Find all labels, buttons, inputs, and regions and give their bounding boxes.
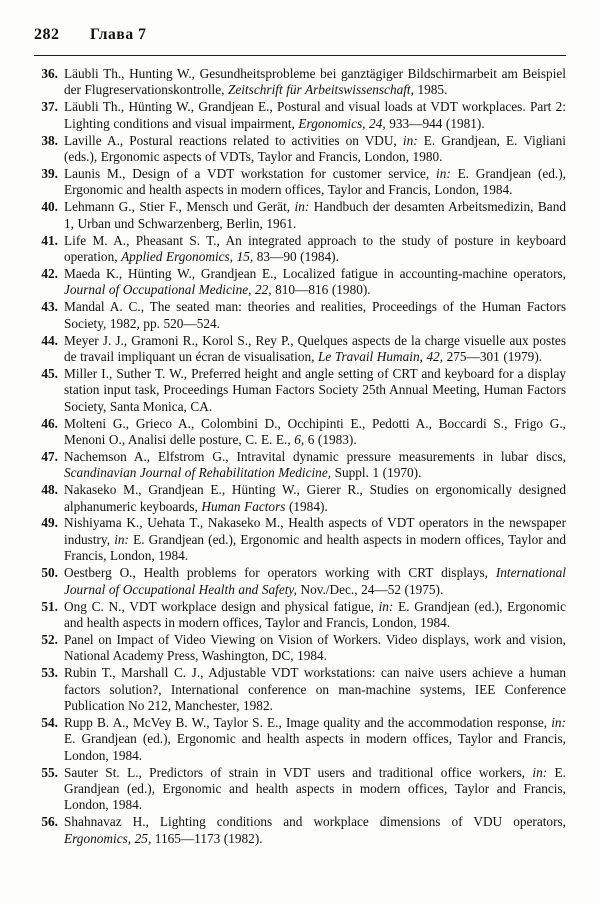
reference-emphasis: Scandinavian Journal of Rehabilitation Medicine, bbox=[64, 465, 332, 481]
reference-plain: Nachemson A., Elfstrom G., Intravital dynamic pressure measurements in lubar discs, bbox=[64, 448, 566, 464]
reference-plain: Mandal A. C., The seated man: theories and realities, Proceedings of the Human Factors Society, 1982, pp. 520—524. bbox=[64, 299, 566, 331]
reference-text bbox=[64, 133, 566, 166]
reference-text bbox=[64, 299, 566, 332]
reference-entry bbox=[34, 632, 566, 665]
reference-emphasis: Zeitschrift für Arbeitswissenschaft, bbox=[228, 82, 414, 98]
reference-text bbox=[64, 199, 566, 232]
reference-plain: E. Grandjean (ed.), Ergonomic and health aspects in modern offices, Taylor and Francis, London, 1984. bbox=[64, 598, 566, 630]
reference-text bbox=[64, 366, 566, 415]
page-header bbox=[34, 26, 566, 44]
header-rule bbox=[34, 55, 566, 56]
reference-plain: 6 (1983). bbox=[304, 431, 357, 447]
reference-text bbox=[64, 66, 566, 99]
reference-plain: 1985. bbox=[413, 82, 448, 98]
reference-emphasis: 22, bbox=[254, 282, 272, 298]
reference-number: 38. bbox=[41, 132, 58, 148]
reference-plain: Sauter St. L., Predictors of strain in VDT users and traditional office workers, bbox=[64, 764, 533, 780]
reference-plain: Life M. A., Pheasant S. T., An integrated approach to the study of posture in keyboard operation, bbox=[64, 232, 566, 264]
reference-plain: Laville A., Postural reactions related to activities on VDU, bbox=[64, 132, 403, 148]
reference-text bbox=[64, 565, 566, 598]
reference-plain: 275—301 (1979). bbox=[443, 348, 543, 364]
reference-plain: Rubin T., Marshall C. J., Adjustable VDT workstations: can naive users achieve a human factors solution?, International conference on man-machine systems, IEE Conference Publication No 212, Manchester, 1982. bbox=[64, 665, 566, 713]
reference-plain: (1984). bbox=[285, 498, 328, 514]
reference-entry bbox=[34, 765, 566, 814]
reference-emphasis: 24, bbox=[369, 115, 386, 131]
reference-number: 51. bbox=[41, 598, 58, 614]
reference-text bbox=[64, 233, 566, 266]
reference-entry bbox=[34, 515, 566, 564]
reference-emphasis: 15, bbox=[236, 248, 254, 264]
reference-emphasis: in: bbox=[114, 531, 129, 547]
reference-emphasis: in: bbox=[551, 714, 566, 730]
reference-plain: Maeda K., Hünting W., Grandjean E., Localized fatigue in accounting-machine operators, bbox=[64, 265, 566, 281]
reference-entry bbox=[34, 565, 566, 598]
reference-plain: E. Grandjean, E. Vigliani (eds.), Ergonomic aspects of VDTs, Taylor and Francis, London, 1980. bbox=[64, 132, 566, 165]
reference-number: 37. bbox=[41, 99, 58, 115]
reference-plain: 1165—1173 (1982). bbox=[151, 830, 263, 846]
reference-emphasis: 6, bbox=[294, 431, 305, 447]
reference-number: 39. bbox=[41, 165, 58, 181]
reference-emphasis: 42, bbox=[426, 348, 444, 364]
reference-text bbox=[64, 416, 566, 449]
reference-emphasis: in: bbox=[402, 132, 418, 148]
reference-plain: Launis M., Design of a VDT workstation for customer service, bbox=[64, 165, 436, 181]
reference-plain: Suppl. 1 (1970). bbox=[331, 465, 422, 481]
reference-plain: Oestberg O., Health problems for operators working with CRT displays, bbox=[64, 565, 496, 581]
reference-plain: Rupp B. A., McVey B. W., Taylor S. E., Image quality and the accommodation response, bbox=[64, 714, 552, 730]
reference-entry bbox=[34, 199, 566, 232]
reference-plain: E. Grandjean (ed.), Ergonomic and health aspects in modern offices, Taylor and Francis, London, 1984. bbox=[64, 531, 566, 564]
reference-plain: Meyer J. J., Gramoni R., Korol S., Rey P., Quelques aspects de la charge visuelle aux postes de travail impliquant un écran de visualisation, bbox=[64, 332, 566, 364]
reference-emphasis: 25, bbox=[134, 830, 152, 846]
reference-plain: Lehmann G., Stier F., Mensch und Gerät, bbox=[64, 199, 295, 215]
reference-plain: Panel on Impact of Video Viewing on Vision of Workers. Video displays, work and vision, National Academy Press, Washington, DC, 1984. bbox=[64, 631, 566, 664]
reference-text bbox=[64, 333, 566, 366]
reference-plain: 83—90 (1984). bbox=[253, 248, 339, 264]
reference-entry bbox=[34, 299, 566, 332]
reference-text bbox=[64, 665, 566, 714]
reference-text bbox=[64, 482, 566, 515]
reference-number: 44. bbox=[41, 332, 58, 348]
reference-number: 42. bbox=[41, 265, 58, 281]
reference-plain: E. Grandjean (ed.), Ergonomic and health aspects in modern offices, Taylor and Francis, London, 1984. bbox=[64, 764, 566, 813]
reference-plain: 933—944 (1981). bbox=[385, 115, 485, 131]
reference-number: 50. bbox=[41, 565, 58, 581]
reference-emphasis: in: bbox=[378, 598, 394, 614]
reference-text bbox=[64, 449, 566, 482]
reference-plain: 810—816 (1980). bbox=[271, 282, 371, 298]
reference-entry bbox=[34, 482, 566, 515]
reference-emphasis: Journal of Occupational Medicine, bbox=[64, 282, 252, 298]
reference-entry bbox=[34, 665, 566, 714]
reference-emphasis: Ergonomics, bbox=[298, 115, 366, 131]
reference-entry bbox=[34, 814, 566, 847]
reference-entry bbox=[34, 66, 566, 99]
reference-entry bbox=[34, 133, 566, 166]
reference-entry bbox=[34, 449, 566, 482]
reference-entry bbox=[34, 233, 566, 266]
reference-text bbox=[64, 715, 566, 764]
reference-emphasis: Human Factors bbox=[201, 498, 286, 514]
reference-emphasis: in: bbox=[294, 199, 310, 215]
reference-text bbox=[64, 599, 566, 632]
reference-plain: Läubli Th., Hunting W., Gesundheitsprobleme bei ganztägiger Bildschirmarbeit am Beispiel der Flugreservationskontrolle, bbox=[64, 66, 566, 98]
reference-text bbox=[64, 166, 566, 199]
reference-entry bbox=[34, 266, 566, 299]
reference-number: 46. bbox=[41, 415, 58, 431]
reference-number: 49. bbox=[41, 515, 58, 531]
reference-entry bbox=[34, 366, 566, 415]
reference-number: 48. bbox=[41, 482, 58, 498]
reference-plain: E. Grandjean (ed.), Ergonomic and health aspects in modern offices, Taylor and Francis, London, 1984. bbox=[64, 731, 566, 763]
reference-entry bbox=[34, 599, 566, 632]
reference-number: 56. bbox=[41, 814, 58, 830]
reference-number: 47. bbox=[41, 448, 58, 464]
reference-plain: Molteni G., Grieco A., Colombini D., Occhipinti E., Pedotti A., Boccardi S., Frigo G., Menoni O., Analisi delle posture, C. E. E., bbox=[64, 415, 566, 447]
reference-entry bbox=[34, 166, 566, 199]
reference-number: 43. bbox=[41, 299, 58, 315]
reference-plain: E. Grandjean (ed.), Ergonomic and health aspects in modern offices, Taylor and Francis, London, 1984. bbox=[64, 165, 567, 198]
reference-plain: Läubli Th., Hünting W., Grandjean E., Postural and visual loads at VDT workplaces. Part 2: Lighting conditions and visual impairment, bbox=[64, 99, 566, 131]
reference-emphasis: Ergonomics, bbox=[64, 830, 132, 846]
reference-number: 41. bbox=[41, 232, 58, 248]
reference-plain: Nishiyama K., Uehata T., Nakaseko M., Health aspects of VDT operators in the newspaper industry, bbox=[64, 515, 566, 547]
page-number: 282 bbox=[34, 26, 60, 43]
reference-number: 53. bbox=[41, 665, 58, 681]
reference-plain: Miller I., Suther T. W., Preferred height and angle setting of CRT and keyboard for a display station input task, Proceedings Human Factors Society 25th Annual Meeting, Human Factors Society, Santa Monica, CA. bbox=[64, 365, 566, 414]
reference-number: 36. bbox=[41, 66, 58, 81]
reference-text bbox=[64, 515, 566, 564]
reference-plain: Ong C. N., VDT workplace design and physical fatigue, bbox=[64, 598, 379, 614]
reference-emphasis: Le Travail Humain, bbox=[317, 348, 423, 364]
reference-text bbox=[64, 814, 566, 847]
reference-number: 52. bbox=[41, 631, 58, 647]
reference-entry bbox=[34, 99, 566, 132]
reference-number: 45. bbox=[41, 365, 58, 381]
reference-plain: Nov./Dec., 24—52 (1975). bbox=[296, 581, 444, 597]
reference-entry bbox=[34, 416, 566, 449]
reference-text bbox=[64, 765, 566, 814]
reference-text bbox=[64, 632, 566, 665]
reference-number: 40. bbox=[41, 199, 58, 215]
reference-number: 54. bbox=[41, 714, 58, 730]
reference-emphasis: in: bbox=[532, 764, 548, 780]
reference-plain: Nakaseko M., Grandjean E., Hünting W., Gierer R., Studies on ergonomically designed alphanumeric keyboards, bbox=[64, 482, 566, 514]
reference-plain: Handbuch der desamten Arbeitsmedizin, Band 1, Urban und Schwarzenberg, Berlin, 1961. bbox=[64, 199, 566, 231]
reference-emphasis: Applied Ergonomics, bbox=[121, 248, 234, 264]
reference-emphasis: in: bbox=[436, 165, 451, 181]
reference-number: 55. bbox=[41, 764, 58, 780]
reference-entry bbox=[34, 333, 566, 366]
reference-emphasis: International Journal of Occupational Health and Safety, bbox=[64, 565, 566, 597]
reference-plain: Shahnavaz H., Lighting conditions and workplace dimensions of VDU operators, bbox=[64, 814, 566, 830]
reference-text bbox=[64, 99, 566, 132]
reference-entry bbox=[34, 715, 566, 764]
reference-text bbox=[64, 266, 566, 299]
reference-list bbox=[34, 66, 566, 848]
chapter-title: Глава 7 bbox=[90, 26, 147, 43]
